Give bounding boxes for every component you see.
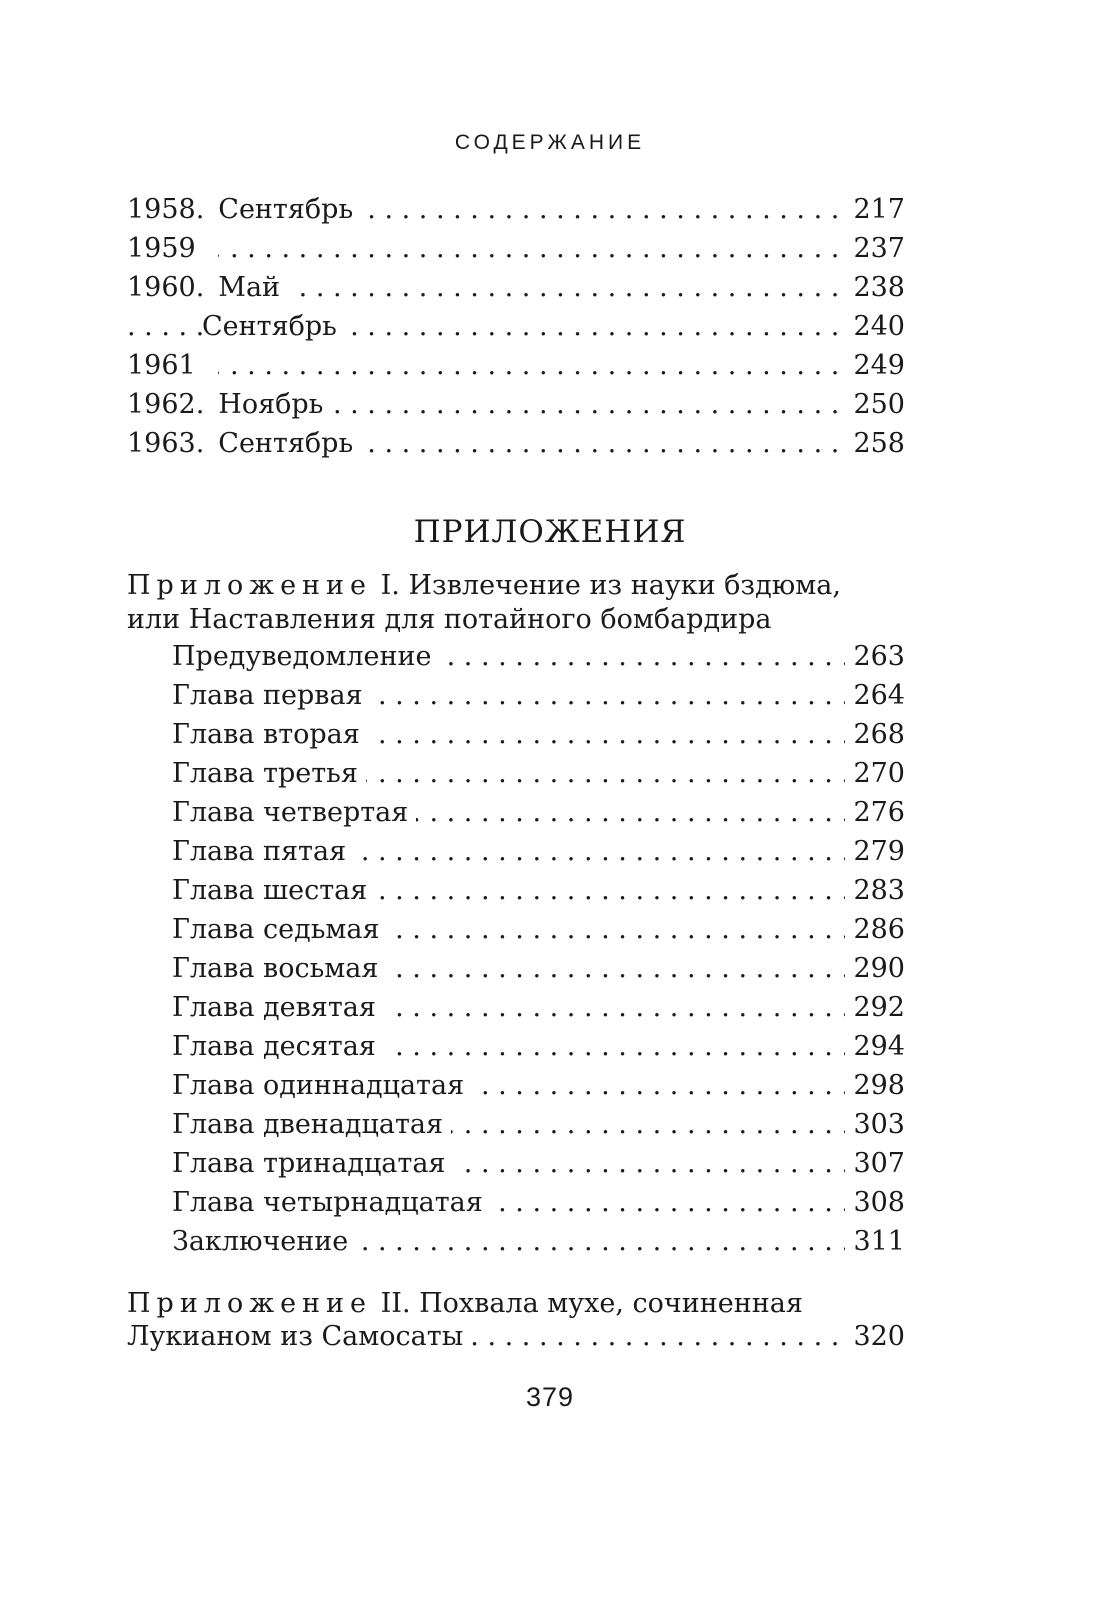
appendix-1-heading-line2: или Наставления для потайного бомбардира: [127, 604, 772, 635]
leader-dots: [127, 349, 905, 383]
entry-label: Заключение: [172, 1225, 356, 1259]
entry-label: Глава шестая: [172, 874, 375, 908]
toc-entry: [172, 640, 905, 674]
toc-entry: [127, 427, 905, 461]
appendix-prefix: Приложение: [127, 570, 373, 601]
toc-entry: [172, 1108, 905, 1142]
entry-page: 290: [845, 952, 905, 986]
entry-page: 264: [845, 679, 905, 713]
toc-entry: [172, 1147, 905, 1181]
toc-entry: [172, 835, 905, 869]
entry-year: 1958.: [127, 194, 205, 225]
entry-page: 258: [845, 427, 905, 461]
toc-entry: [172, 1030, 905, 1064]
entry-label: Сентябрь: [218, 428, 354, 459]
leader-dots: [127, 232, 905, 266]
entry-year: 1962.: [127, 389, 205, 420]
entry-label: Глава восьмая: [172, 952, 386, 986]
entry-year: 1963.: [127, 428, 205, 459]
entry-label: Глава десятая: [172, 1030, 384, 1064]
toc-entry: [172, 1069, 905, 1103]
entry-label: Глава пятая: [172, 835, 354, 869]
entry-page: 238: [845, 271, 905, 305]
entry-page: 237: [845, 232, 905, 266]
toc-entry: [172, 679, 905, 713]
entry-page: 283: [845, 874, 905, 908]
entry-page: 286: [845, 913, 905, 947]
entry-year: 1959: [127, 233, 196, 264]
toc-entry: [127, 232, 905, 266]
page-number: 379: [525, 1382, 575, 1412]
appendix-title: II. Похвала мухе, сочиненная: [380, 1288, 803, 1319]
entry-label: Сентябрь: [218, 194, 354, 225]
entry-page: 303: [845, 1108, 905, 1142]
entry-label: Глава девятая: [172, 991, 384, 1025]
entry-page: 308: [845, 1186, 905, 1220]
entry-page: 279: [845, 835, 905, 869]
entry-page: 294: [845, 1030, 905, 1064]
appendix-title: I. Извлечение из науки бздюма,: [380, 570, 841, 601]
toc-entry: [127, 310, 905, 344]
toc-entry: [127, 349, 905, 383]
entry-label: Ноябрь: [218, 389, 324, 420]
toc-entry: [172, 757, 905, 791]
entry-page: 311: [845, 1225, 905, 1259]
entry-page: 307: [845, 1147, 905, 1181]
toc-entry: [172, 874, 905, 908]
entry-label: Глава двенадцатая: [172, 1108, 451, 1142]
toc-entry: [127, 388, 905, 422]
appendix-prefix: Приложение: [127, 1288, 373, 1319]
toc-entry: [172, 718, 905, 752]
entry-label: Сентябрь: [202, 311, 337, 342]
entry-page: 270: [845, 757, 905, 791]
toc-entry: [172, 991, 905, 1025]
toc-entry: [172, 796, 905, 830]
entry-label: Май: [218, 272, 281, 303]
toc-entry: [127, 193, 905, 227]
running-head: СОДЕРЖАНИЕ: [454, 131, 646, 154]
entry-label: Глава вторая: [172, 718, 368, 752]
entry-label: Глава третья: [172, 757, 366, 791]
toc-entry: [127, 271, 905, 305]
entry-page: 217: [845, 193, 905, 227]
entry-page: 263: [845, 640, 905, 674]
section-title: ПРИЛОЖЕНИЯ: [413, 514, 687, 550]
toc-entry: [172, 1225, 905, 1259]
entry-label: Глава тринадцатая: [172, 1147, 453, 1181]
entry-page: 298: [845, 1069, 905, 1103]
entry-label: Глава четырнадцатая: [172, 1186, 491, 1220]
entry-page: 240: [845, 310, 905, 344]
entry-label: Лукианом из Самосаты: [127, 1320, 471, 1354]
entry-page: 292: [845, 991, 905, 1025]
toc-entry: [172, 952, 905, 986]
entry-page: 320: [845, 1320, 905, 1354]
appendix-2-heading: [127, 1284, 803, 1324]
entry-label: Глава одиннадцатая: [172, 1069, 472, 1103]
entry-label: Глава первая: [172, 679, 371, 713]
toc-entry: [172, 1186, 905, 1220]
entry-page: 249: [845, 349, 905, 383]
toc-entry: [127, 1320, 905, 1354]
entry-page: 268: [845, 718, 905, 752]
entry-label: Глава седьмая: [172, 913, 388, 947]
entry-page: 250: [845, 388, 905, 422]
entry-label: Предуведомление: [172, 640, 439, 674]
entry-page: 276: [845, 796, 905, 830]
entry-label: Глава четвертая: [172, 796, 416, 830]
toc-entry: [172, 913, 905, 947]
entry-year: 1961: [127, 350, 196, 381]
entry-year: 1960.: [127, 272, 205, 303]
